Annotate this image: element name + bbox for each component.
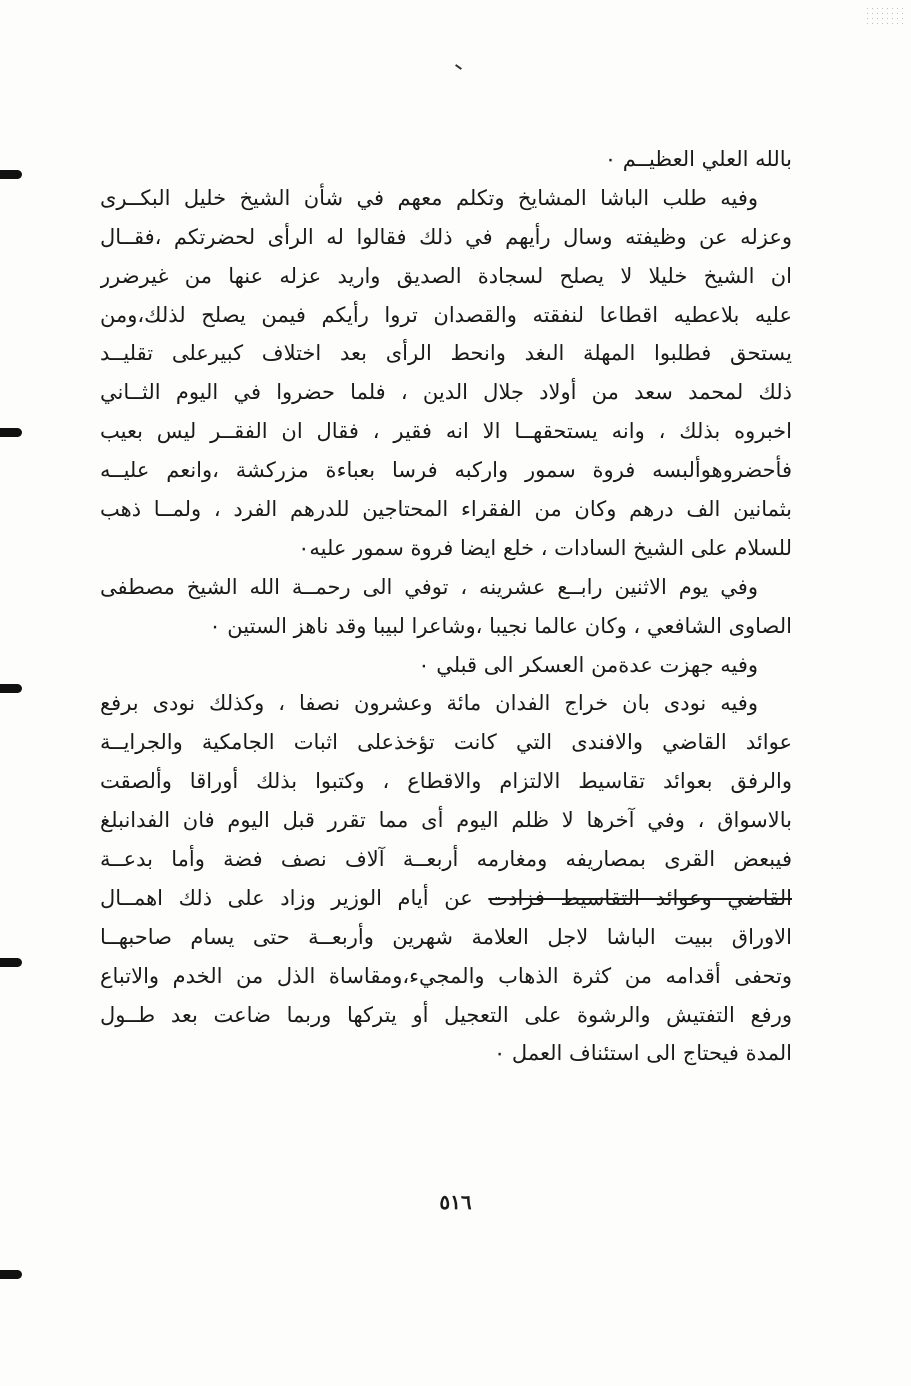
- text-line: اخبروه بذلك ، وانه يستحقهــا الا انه فقير ، فقال ان الفقــر ليس بعيب: [100, 419, 792, 444]
- text-line: عليه بلاعطيه اقطاعا لنفقته والقصدان تروا رأيكم فيمن يصلح لذلك،ومن: [100, 302, 792, 327]
- text-line: وفيه جهزت عدةمن العسكر الى قبلي ٠: [418, 652, 758, 677]
- text-line: للسلام على الشيخ السادات ، خلع ايضا فروة سمور عليه٠: [298, 535, 792, 560]
- scan-mark: [455, 64, 462, 70]
- binding-mark: [0, 958, 22, 967]
- text-line: وفيه طلب الباشا المشايخ وتكلم معهم في شأن الشيخ خليل البكــرى: [100, 185, 758, 210]
- scan-speckle: [865, 6, 905, 28]
- text-line: والرفق بعوائد تقاسيط الالتزام والاقطاع ، وكتبوا بذلك أوراقا وألصقت: [100, 769, 792, 794]
- binding-mark: [0, 170, 22, 179]
- text-line: الصاوى الشافعي ، وكان عالما نجيبا ،وشاعرا لبيبا وقد ناهز الستين ٠: [209, 613, 792, 638]
- binding-mark: [0, 684, 22, 693]
- text-line: وعزله عن وظيفته وسال رأيهم في ذلك فقالوا له الرأى لحضرتكم ،فقــال: [100, 224, 792, 249]
- text-line: المدة فيحتاج الى استئناف العمل ٠: [493, 1041, 792, 1066]
- body-text: [100, 140, 792, 1073]
- struck-phrase: القاضي وعوائد التقاسيط فزادت: [488, 885, 792, 910]
- text-line: يستحق فطلبوا المهلة الىغد وانحط الرأى بعد اختلاف كبيرعلى تقليــد: [100, 341, 792, 366]
- text-line: وتحفى أقدامه من كثرة الذهاب والمجيء،ومقاساة الذل من الخدم والاتباع: [100, 963, 792, 988]
- text-line: عوائد القاضي والافندى التي كانت تؤخذعلى اثبات الجامكية والجرايــة: [100, 730, 792, 755]
- text-line: فأحضروهوألبسه فروة سمور واركبه فرسا بعباءة مزركشة ،وانعم عليــه: [100, 458, 792, 483]
- text-line: بثمانين الف درهم وكان من الفقراء المحتاجين للدرهم الفرد ، ولمــا ذهب: [100, 497, 792, 522]
- text-line: الاوراق ببيت الباشا لاجل العلامة شهرين وأربعــة حتى يسام صاحبهــا: [100, 924, 792, 949]
- text-line: ان الشيخ خليلا لا يصلح لسجادة الصديق واريد عزله عنها من غيرضرر: [100, 263, 792, 288]
- text-line-with-strikethrough: القاضي وعوائد التقاسيط فزادت عن أيام الوزير وزاد على ذلك اهمــال: [100, 885, 792, 910]
- text-line: فيبعض القرى بمصاريفه ومغارمه أربعــة آلاف نصف فضة وأما بدعــة: [100, 847, 792, 872]
- text-line: وفي يوم الاثنين رابــع عشرينه ، توفي الى رحمــة الله الشيخ مصطفى: [100, 574, 758, 599]
- text-line: ذلك لمحمد سعد من أولاد جلال الدين ، فلما حضروا في اليوم الثــاني: [100, 380, 792, 405]
- binding-mark: [0, 428, 22, 437]
- text-line: بالاسواق ، وفي آخرها لا ظلم اليوم أى مما تقرر قبل اليوم فان الفدانبلغ: [100, 808, 792, 833]
- text-line: بالله العلي العظيــم ٠: [604, 147, 792, 171]
- binding-mark: [0, 1270, 22, 1279]
- text-line: ورفع التفتيش والرشوة على التعجيل أو يتركها وربما ضاعت بعد طــول: [100, 1002, 792, 1027]
- text-line: وفيه نودى بان خراج الفدان مائة وعشرون نصفا ، وكذلك نودى برفع: [100, 691, 758, 716]
- page-number: ٥١٦: [439, 1190, 472, 1214]
